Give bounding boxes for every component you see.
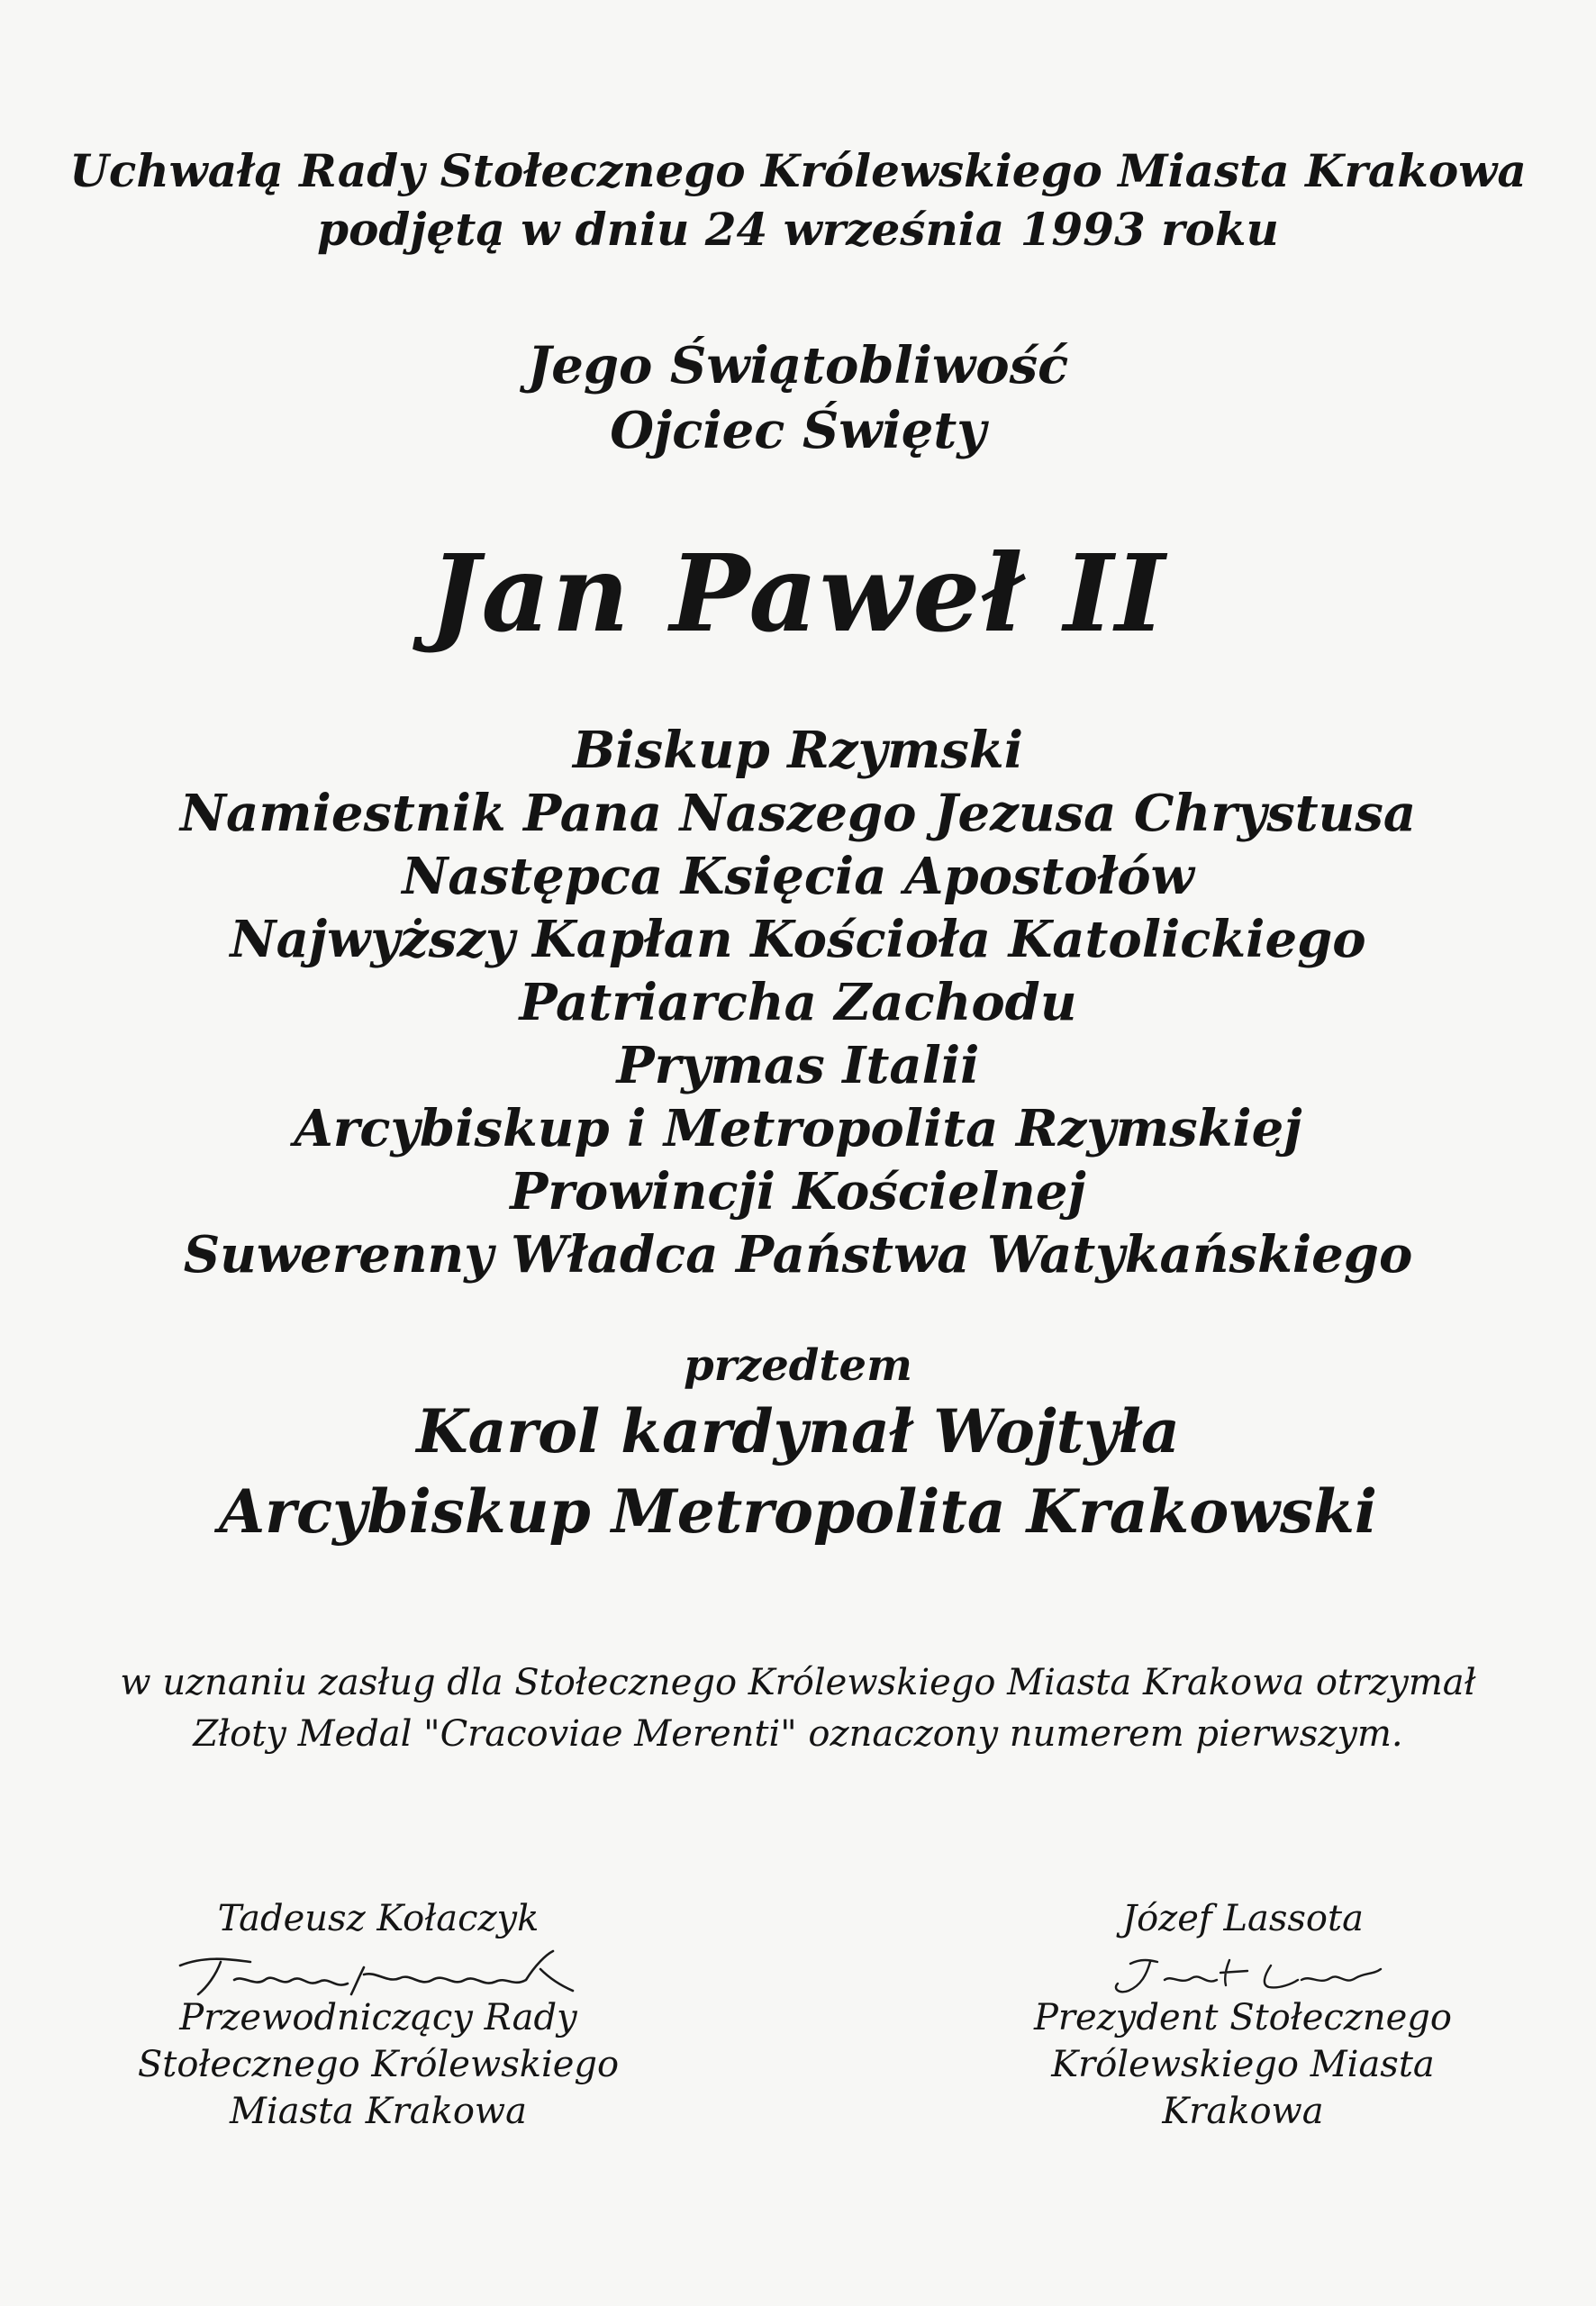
signatory-role-line: Stołecznego Królewskiego: [137, 2044, 620, 2085]
title-line: Namiestnik Pana Naszego Jezusa Chrystusa: [179, 784, 1417, 843]
signature-scribble-left: [171, 1947, 585, 2000]
signature-block-right: [982, 1898, 1504, 2140]
title-line: Arcybiskup i Metropolita Rzymskiej: [294, 1099, 1302, 1158]
signatory-name: Józef Lassota: [1122, 1898, 1364, 1939]
title-line: Biskup Rzymski: [572, 721, 1024, 780]
header-line-1: Uchwałą Rady Stołecznego Królewskiego Miasta Krakowa: [69, 144, 1527, 197]
signature-block-left: [99, 1898, 657, 2140]
signatory-role-line: Prezydent Stołecznego: [1033, 1997, 1452, 2038]
handwritten-signature: [982, 1947, 1504, 2000]
title-line: Prymas Italii: [616, 1036, 980, 1095]
title-line: Suwerenny Władca Państwa Watykańskiego: [183, 1225, 1413, 1285]
formerly-label: przedtem: [684, 1340, 912, 1391]
title-line: Prowincji Kościelnej: [510, 1162, 1086, 1221]
merit-line-1: w uznaniu zasług dla Stołecznego Królewskiego Miasta Krakowa otrzymał: [120, 1662, 1476, 1703]
former-title: Arcybiskup Metropolita Krakowski: [218, 1476, 1378, 1547]
honoree-name: Jan Paweł II: [429, 531, 1167, 656]
signature-scribble-right: [1094, 1947, 1392, 2000]
honorific-line-2: Ojciec Święty: [610, 401, 986, 460]
honorific-line-1: Jego Świątobliwość: [527, 336, 1069, 395]
merit-line-2: Złoty Medal "Cracoviae Merenti" oznaczony numerem pierwszym.: [193, 1713, 1403, 1755]
header-line-2: podjętą w dniu 24 września 1993 roku: [317, 203, 1279, 256]
title-line: Najwyższy Kapłan Kościoła Katolickiego: [230, 910, 1366, 969]
handwritten-signature: [99, 1947, 657, 2000]
title-line: Patriarcha Zachodu: [519, 973, 1077, 1032]
signatory-role-line: Królewskiego Miasta: [1051, 2044, 1435, 2085]
signatory-role-line: Krakowa: [1162, 2091, 1324, 2132]
title-line: Następca Księcia Apostołów: [402, 847, 1194, 906]
signatory-role-line: Przewodniczący Rady: [179, 1997, 577, 2038]
signatory-name: Tadeusz Kołaczyk: [217, 1898, 540, 1939]
former-name: Karol kardynał Wojtyła: [416, 1396, 1180, 1466]
signatory-role-line: Miasta Krakowa: [229, 2091, 528, 2132]
